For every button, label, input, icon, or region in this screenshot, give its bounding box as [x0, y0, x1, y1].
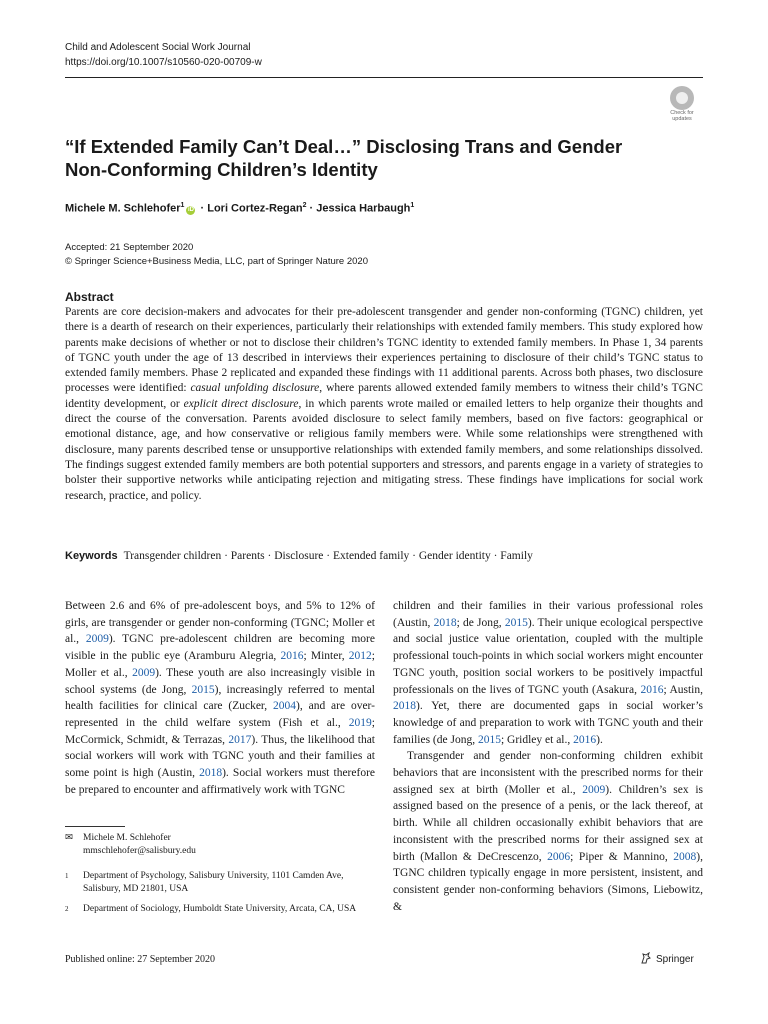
citation-link[interactable]: 2016 — [280, 650, 304, 663]
citation-link[interactable]: 2018 — [393, 700, 416, 713]
citation-link[interactable]: 2015 — [504, 616, 528, 629]
affiliation-sup: 2 — [302, 202, 307, 209]
corresponding-name: Michele M. Schlehofer — [83, 833, 171, 843]
citation-link[interactable]: 2009 — [132, 666, 156, 679]
journal-header — [65, 40, 262, 70]
author-separator: · — [197, 202, 208, 215]
body-column-left — [65, 598, 375, 798]
badge-line-2: updates — [672, 116, 692, 122]
author-list — [65, 202, 414, 215]
keywords-label: Keywords — [65, 550, 118, 562]
footnote-number: 1 — [65, 872, 69, 880]
body-paragraph: children and their families in their various professional roles (Austin, 2018; de Jong, 2015). Their unique ecological perspective and social justice value orientation, coupled with the multiple professional touch-points in which social workers might encounter TGNC youth, position social workers to be positively impactful professionals on the lives of TGNC youth (Asakura, 2016; Austin, 2018). Yet, there are documented gaps in social worker’s knowledge of and preparation to work with TGNC youth and their families (de Jong, 2015; Gridley et al., 2016). — [393, 600, 703, 746]
abstract-emphasis: casual unfolding disclosure — [190, 382, 320, 395]
citation-link[interactable]: 2004 — [273, 700, 297, 713]
publisher-logo[interactable] — [640, 952, 694, 967]
orcid-icon[interactable]: iD — [187, 206, 194, 213]
keywords-line — [65, 550, 703, 562]
abstract-heading: Abstract — [65, 290, 114, 304]
publisher-name: Springer — [656, 954, 694, 965]
citation-link[interactable]: 2016 — [573, 733, 597, 746]
citation-link[interactable]: 2019 — [348, 716, 372, 729]
citation-link[interactable]: 2006 — [547, 850, 571, 863]
accepted-date: Accepted: 21 September 2020 — [65, 242, 194, 253]
citation-link[interactable]: 2015 — [477, 733, 501, 746]
abstract-emphasis: explicit direct disclosure — [183, 397, 299, 410]
springer-horse-icon — [640, 952, 652, 967]
copyright-notice: © Springer Science+Business Media, LLC, part of Springer Nature 2020 — [65, 256, 368, 267]
affiliation-sup: 1 — [410, 202, 415, 209]
corresponding-author — [65, 832, 365, 858]
footnote-affiliation-1 — [65, 870, 365, 896]
citation-link[interactable]: 2018 — [433, 616, 457, 629]
citation-link[interactable]: 2008 — [673, 850, 697, 863]
check-for-updates-icon — [670, 86, 694, 110]
citation-link[interactable]: 2012 — [348, 650, 372, 663]
footnote-affiliation-2 — [65, 903, 365, 916]
affiliation-sup: 1 — [180, 202, 185, 209]
email-link[interactable]: mmschlehofer@salisbury.edu — [83, 846, 196, 856]
abstract-text: , where parents allowed extended family members to witness their child’s TGNC identity development, or — [65, 382, 703, 410]
journal-name: Child and Adolescent Social Work Journal — [65, 42, 251, 53]
author-name[interactable]: Michele M. Schlehofer — [65, 202, 181, 215]
article-title — [65, 135, 685, 181]
body-column-right — [393, 598, 703, 915]
abstract-body — [65, 305, 703, 504]
keywords-text: Transgender children · Parents · Disclosure · Extended family · Gender identity · Family — [123, 550, 533, 562]
citation-link[interactable]: 2009 — [582, 783, 606, 796]
footnote-text: Department of Sociology, Humboldt State University, Arcata, CA, USA — [83, 904, 357, 914]
doi-link[interactable]: https://doi.org/10.1007/s10560-020-00709-w — [65, 57, 262, 68]
title-line-2: Non‑Conforming Children’s Identity — [65, 159, 378, 180]
footnote-number: 2 — [65, 905, 69, 913]
citation-link[interactable]: 2009 — [85, 633, 109, 646]
author-separator: · — [306, 202, 317, 215]
body-paragraph: Transgender and gender non-conforming children exhibit behaviors that are inconsistent with the prescribed norms for their assigned sex at birth (Moller et al., 2009). Children’s sex is assigned based on the presence of a penis, or the lack thereof, at birth. While all children occasionally exhibit behaviors that are inconsistent with the prescribed norms for their assigned sex at birth (Mallon & DeCrescenzo, 2006; Piper & Mannino, 2008), TGNC children typically engage in more persistent, insistent, and consistent gender non-conforming behaviors (Simons, Liebowitz, & — [393, 750, 703, 913]
body-paragraph: Between 2.6 and 6% of pre-adolescent boys, and 5% to 12% of girls, are transgender or gender non-conforming (TGNC; Moller et al., 2009). TGNC pre-adolescent children are becoming more visible in the public eye (Aramburu Alegria, 2016; Minter, 2012; Moller et al., 2009). These youth are also increasingly visible in school systems (de Jong, 2015), increasingly referred to mental health facilities for clinical care (Zucker, 2004), and are over-represented in the child welfare system (Fish et al., 2019; McCormick, Schmidt, & Terrazas, 2017). Thus, the likelihood that social workers will work with TGNC youth and their families at some point is high (Austin, 2018). Social workers must therefore be prepared to encounter and affirmatively work with TGNC — [65, 600, 376, 796]
citation-link[interactable]: 2017 — [228, 733, 252, 746]
footnote-rule — [65, 826, 125, 827]
abstract-text: , in which parents wrote mailed or emailed letters to help organize their thoughts and direct the course of the conversation. Parents avoided disclosure to select family members, based on five factors: geographical or emotional distance, age, and how conservative or religious family members were. While some relationships were strengthened with disclosure, many parents described tense or unsupportive relationships with extended family members, and some relationships dissolved. The findings suggest extended family members are both potential supporters and stressors, and parents engage in a variety of strategies to bolster their supportive networks while anticipating rejection and mitigating stress. These findings have implications for social work research, practice, and policy. — [65, 397, 703, 502]
check-for-updates-badge[interactable] — [662, 86, 702, 124]
published-date: Published online: 27 September 2020 — [65, 954, 215, 965]
header-rule — [65, 77, 703, 78]
author-name[interactable]: Jessica Harbaugh — [316, 202, 411, 215]
badge-line-1: Check for — [670, 110, 694, 116]
footnote-text: Department of Psychology, Salisbury University, 1101 Camden Ave, Salisbury, MD 21801, USA — [83, 871, 344, 894]
abstract-text: Parents are core decision-makers and advocates for their pre-adolescent transgender and gender non-conforming (TGNC) children, yet there is a dearth of research on their experiences, particularly their relationships with extended family members. This study explored how parents make decisions of whether or not to disclose their children’s TGNC identity to extended family members. In Phase 1, 34 parents of TGNC youth under the age of 13 described in interviews their experiences pertaining to disclosure of their child’s TGNC status to extended family members. Phase 2 replicated and expanded these findings with 11 additional parents. Across both phases, two disclosure processes were identified: — [65, 306, 703, 395]
author-name[interactable]: Lori Cortez‑Regan — [207, 202, 303, 215]
citation-link[interactable]: 2015 — [191, 683, 215, 696]
citation-link[interactable]: 2018 — [199, 767, 223, 780]
citation-link[interactable]: 2016 — [640, 683, 664, 696]
title-line-1: “If Extended Family Can’t Deal…” Disclosing Trans and Gender — [65, 136, 623, 157]
envelope-icon: ✉ — [65, 833, 73, 843]
article-dates — [65, 241, 368, 269]
